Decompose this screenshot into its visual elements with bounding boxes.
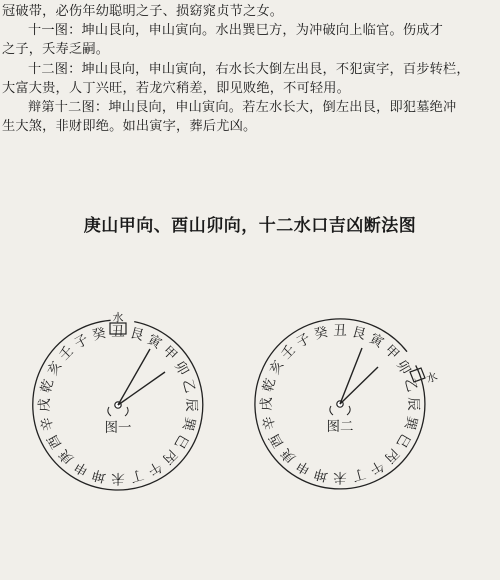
- text-line: 十一图：坤山艮向，申山寅向。水出巽巳方，为冲破向上临官。伤成才: [28, 23, 444, 39]
- text-line: 之子，夭寿乏嗣。: [2, 42, 110, 58]
- ring-char: 乙: [401, 376, 420, 394]
- ring-char: 丑: [333, 323, 347, 339]
- ring-char: 酉: [44, 431, 66, 452]
- text-line: 辩第十二图：坤山艮向，申山寅向。若左水长大，倒左出艮，即犯墓绝冲: [28, 100, 457, 116]
- direction-line: [118, 372, 165, 405]
- flow-mark: [347, 406, 350, 415]
- direction-line: [340, 348, 362, 404]
- ring-char: 艮: [128, 325, 146, 344]
- ring-char: 未: [333, 469, 347, 485]
- figure-label: 图一: [104, 420, 132, 436]
- direction-line: [118, 349, 150, 405]
- flow-mark: [330, 406, 333, 415]
- ring-char: 亥: [266, 357, 288, 378]
- ring-char: 午: [366, 456, 387, 478]
- ring-char: 巽: [179, 415, 198, 433]
- ring-char: 辰: [405, 397, 421, 411]
- flow-mark: [108, 407, 111, 416]
- ring-char: 巳: [170, 431, 192, 452]
- ring-char: 巳: [392, 430, 414, 451]
- figure-label: 图二: [326, 419, 354, 435]
- ring-char: 丁: [350, 465, 368, 484]
- ring-char: 丙: [159, 446, 181, 468]
- ring-char: 辰: [183, 398, 199, 412]
- ring-char: 子: [293, 330, 314, 352]
- ring-char: 巽: [401, 414, 420, 432]
- ring-char: 丑: [111, 324, 125, 340]
- ring-char: 丙: [381, 445, 403, 467]
- ring-char: 寅: [366, 330, 387, 352]
- ring-char: 子: [71, 331, 92, 353]
- ring-char: 坤: [312, 465, 330, 484]
- flow-mark: [125, 407, 128, 416]
- ring-char: 卯: [170, 358, 192, 379]
- ring-char: 辛: [260, 414, 279, 432]
- ring-char: 酉: [266, 430, 288, 451]
- ring-char: 戌: [37, 398, 53, 412]
- ring-char: 乾: [38, 377, 57, 395]
- ring-char: 甲: [381, 341, 403, 363]
- text-line: 十二图：坤山艮向，申山寅向，右水长大倒左出艮，不犯寅字，百步转栏，: [28, 61, 470, 77]
- ring-char: 亥: [44, 358, 66, 379]
- ring-char: 艮: [350, 324, 368, 343]
- ring-char: 庚: [55, 446, 77, 468]
- ring-char: 戌: [259, 397, 275, 411]
- ring-char: 卯: [392, 357, 414, 378]
- ring-char: 申: [71, 457, 92, 479]
- ring-char: 坤: [90, 466, 108, 485]
- ring-char: 癸: [312, 324, 330, 343]
- text-line: 生大煞，非财即绝。如出寅字，葬后尤凶。: [2, 119, 257, 135]
- text-line: 大富大贵，人丁兴旺，若龙穴稍差，即见败绝，不可轻用。: [2, 80, 351, 96]
- water-label: 水: [424, 369, 440, 386]
- ring-char: 未: [111, 470, 125, 486]
- ring-char: 乾: [260, 376, 279, 394]
- ring-char: 午: [144, 457, 165, 479]
- water-label: 水: [112, 311, 124, 324]
- ring-char: 乙: [179, 377, 198, 395]
- section-title: 庚山甲向、酉山卯向，十二水口吉凶断法图: [83, 216, 417, 236]
- ring-char: 癸: [90, 325, 108, 344]
- direction-line: [340, 367, 378, 404]
- ring-char: 甲: [159, 342, 181, 364]
- ring-char: 壬: [55, 342, 77, 364]
- ring-char: 丁: [128, 466, 146, 485]
- ring-char: 寅: [144, 331, 165, 353]
- ring-char: 辛: [38, 415, 57, 433]
- text-line: 冠破带，必伤年幼聪明之子、损窈窕贞节之女。: [2, 4, 284, 19]
- ring-char: 壬: [277, 341, 299, 363]
- ring-char: 申: [293, 456, 314, 478]
- ring-char: 庚: [277, 445, 299, 467]
